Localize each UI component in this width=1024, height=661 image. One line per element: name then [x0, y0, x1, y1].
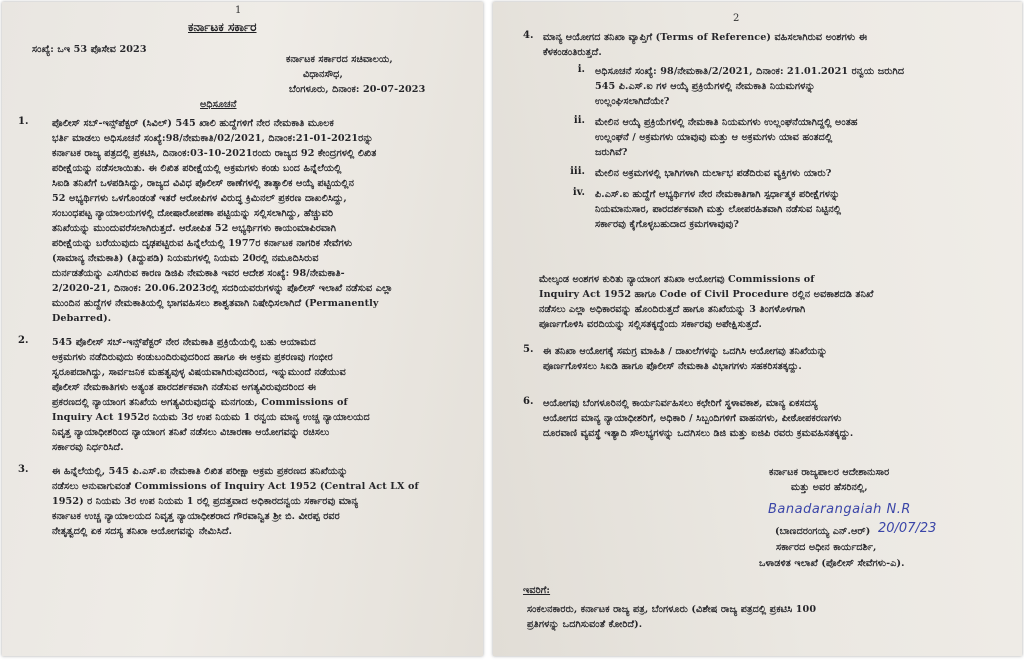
text-line: ಪ್ರತಿಗಳನ್ನು ಒದಗಿಸುವಂತೆ ಕೋರಿದೆ). [527, 619, 643, 630]
text-line: ಪೊಲೀಸ್ ಸಬ್-ಇನ್ಸ್‌ಪೆಕ್ಟರ್ (ಸಿವಿಲ್) 545 ಖಾಲಿ ಹುದ್ದೆಗಳಿಗೆ ನೇರ ನೇಮಕಾತಿ ಮೂಲಕ [52, 118, 334, 129]
text-line: 2/2020-21, ದಿನಾಂಕ: 20.06.2023ರಲ್ಲಿ ಸದರಿಯವರುಗಳನ್ನು ಪೊಲೀಸ್ ಇಲಾಖೆ ನಡೆಸುವ ಎಲ್ಲಾ [52, 283, 393, 294]
text-line: ಪರೀಕ್ಷೆಯನ್ನು ನಡೆಸಲಾಯಿತು. ಈ ಲಿಖಿತ ಪರೀಕ್ಷೆಯಲ್ಲಿ ಅಕ್ರಮಗಳು ಕಂಡು ಬಂದ ಹಿನ್ನೆಲೆಯಲ್ಲಿ [52, 163, 342, 174]
paragraph-number: 5. [523, 344, 534, 355]
document-heading: ಕರ್ನಾಟಕ ಸರ್ಕಾರ [188, 20, 257, 34]
text-line: ಸರ್ಕಾರವು ಕೈಗೊಳ್ಳಬಹುದಾದ ಕ್ರಮಗಳಾವುವು? [595, 219, 740, 230]
paragraph-3 [18, 464, 470, 539]
document-page-2 [493, 2, 1022, 656]
recipient-block [527, 602, 1007, 632]
notification-title: ಅಧಿಸೂಚನೆ [200, 99, 237, 110]
text-line: ಅಧಿಸೂಚನೆ ಸಂಖ್ಯೆ: 98/ನೇಮಕಾತಿ/2/2021, ದಿನಾಂಕ: 21.01.2021 ರನ್ವಯ ಜರುಗಿದ [595, 66, 905, 77]
signature-date: 20/07/23 [878, 521, 937, 536]
term-item [555, 64, 1005, 109]
text-line: ದೂರವಾಣಿ ವ್ಯವಸ್ಥೆ ಇತ್ಯಾದಿ ಸೌಲಭ್ಯಗಳನ್ನು ಒದಗಿಸಲು ಡಿಜಿ ಮತ್ತು ಐಜಿಪಿ ರವರು ಕ್ರಮವಹಿಸತಕ್ಕದ್ದು. [543, 428, 854, 439]
paragraph-continuation [539, 272, 1009, 332]
text-line: ಪ್ರಕರಣದಲ್ಲಿ ನ್ಯಾಯಾಂಗ ತನಿಖೆಯ ಅಗತ್ಯವಿರುವುದನ್ನು ಮನಗಂಡು, Commissions of [52, 397, 348, 408]
paragraph-1 [18, 116, 470, 326]
text-line: Debarred). [52, 313, 112, 324]
order-number: ಸಂಖ್ಯೆ: ಒಇ 53 ಪೊಸೇವ 2023 [32, 44, 147, 55]
text-line: ಸರ್ಕಾರವು ನಿರ್ಧರಿಸಿದೆ. [52, 442, 124, 453]
text-line: ಕರ್ನಾಟಕ ರಾಜ್ಯ ಪತ್ರದಲ್ಲಿ ಪ್ರಕಟಿಸಿ, ದಿನಾಂಕ:03-10-2021ರಂದು ರಾಜ್ಯದ 92 ಕೇಂದ್ರಗಳಲ್ಲಿ ಲಿಖಿತ [52, 148, 377, 159]
office-name: ಕರ್ನಾಟಕ ಸರ್ಕಾರದ ಸಚಿವಾಲಯ, [286, 54, 393, 65]
text-line: ಆಯೋಗದ ಮಾನ್ಯ ನ್ಯಾಯಾಧೀಶರಿಗೆ, ಅಧಿಕಾರಿ / ಸಿಬ್ಬಂದಿಗಳಿಗೆ ವಾಹನಗಳು, ಪೀಠೋಪಕರಣಗಳು [543, 413, 842, 424]
text-line: ಮೇಲಿನ ಅಕ್ರಮಗಳಲ್ಲಿ ಭಾಗಿಗಳಾಗಿ ದುರ್ಲಾಭ ಪಡೆದಿರುವ ವ್ಯಕ್ತಿಗಳು ಯಾರು? [595, 168, 832, 179]
term-item [555, 187, 1005, 232]
text-line: ಈ ಹಿನ್ನೆಲೆಯಲ್ಲಿ, 545 ಪಿ.ಎಸ್.ಐ ನೇಮಕಾತಿ ಲಿಖಿತ ಪರೀಕ್ಷಾ ಅಕ್ರಮ ಪ್ರಕರಣದ ತನಿಖೆಯನ್ನು [52, 466, 348, 477]
page-number: 2 [733, 13, 740, 24]
signatory-name: (ಬಾಣದರಂಗಯ್ಯ ಎನ್.ಆರ್) [775, 526, 871, 537]
paragraph-2 [18, 335, 470, 455]
text-line: ನಿಯಮಾನುಸಾರ, ಪಾರದರ್ಶಕವಾಗಿ ಮತ್ತು ಲೋಪರಹಿತವಾಗಿ ನಡೆಸುವ ನಿಟ್ಟಿನಲ್ಲಿ [595, 204, 842, 215]
term-item [555, 115, 1005, 160]
document-page-1 [2, 2, 483, 656]
by-order-line: ಕರ್ನಾಟಕ ರಾಜ್ಯಪಾಲರ ಆದೇಶಾನುಸಾರ [769, 467, 890, 478]
term-number: iii. [570, 166, 585, 177]
paragraph-number: 6. [523, 396, 534, 407]
text-line: Inquiry Act 1952ರ ನಿಯಮ 3ರ ಉಪ ನಿಯಮ 1 ರನ್ವಯ ಮಾನ್ಯ ಉಚ್ಚ ನ್ಯಾಯಾಲಯದ [52, 412, 370, 423]
text-line: Inquiry Act 1952 ಹಾಗೂ Code of Civil Procedure ರಲ್ಲಿನ ಅವಕಾಶದಡಿ ತನಿಖೆ [539, 289, 874, 300]
page-number: 1 [235, 5, 242, 16]
term-item [555, 166, 1005, 181]
paragraph-number: 3. [18, 464, 29, 475]
notification-body [18, 116, 470, 548]
text-line: ಆಯೋಗವು ಬೆಂಗಳೂರಿನಲ್ಲಿ ಕಾರ್ಯನಿರ್ವಹಿಸಲು ಕಛೇರಿಗೆ ಸ್ಥಳಾವಕಾಶ, ಮಾನ್ಯ ಏಕಸದಸ್ಯ [543, 398, 818, 409]
text-line: ನೇತೃತ್ವದಲ್ಲಿ ಏಕ ಸದಸ್ಯ ತನಿಖಾ ಆಯೋಗವನ್ನು ನೇಮಿಸಿದೆ. [52, 526, 233, 537]
text-line: ಮೇಲಿನ ಆಯ್ಕೆ ಪ್ರಕ್ರಿಯೆಗಳಲ್ಲಿ ನೇಮಕಾತಿ ನಿಯಮಗಳು ಉಲ್ಲಂಘನೆಯಾಗಿದ್ದಲ್ಲಿ ಅಂತಹ [595, 117, 858, 128]
text-line: ಕೆಳಕಂಡಂತಿರುತ್ತದೆ. [543, 47, 602, 58]
paragraph-number: 1. [18, 116, 29, 127]
text-line: ಮೇಲ್ಕಂಡ ಅಂಶಗಳ ಕುರಿತು ನ್ಯಾಯಾಂಗ ತನಿಖಾ ಆಯೋಗವು Commissions of [539, 274, 815, 285]
paragraph-number: 4. [523, 30, 534, 41]
text-line: ಸ್ವರೂಪದಾಗಿದ್ದು, ಸಾರ್ವಜನಿಕ ಮಹತ್ವವುಳ್ಳ ವಿಷಯವಾಗಿರುವುದರಿಂದ, ಇನ್ನುಮುಂದೆ ನಡೆಯುವ [52, 367, 346, 378]
text-line: ತನಿಖೆಯನ್ನು ಮುಂದುವರೆಸಲಾಗಿರುತ್ತದೆ. ಆರೋಪಿತ 52 ಅಭ್ಯರ್ಥಿಗಳು ಕಾಯಂಮಾಪಿರವಾಗಿ [52, 223, 337, 234]
text-line: ಈ ತನಿಖಾ ಆಯೋಗಕ್ಕೆ ಸಮಗ್ರ ಮಾಹಿತಿ / ದಾಖಲೆಗಳನ್ನು ಒದಗಿಸಿ ಆಯೋಗವು ತನಿಖೆಯನ್ನು [543, 346, 828, 357]
term-number: iv. [572, 187, 585, 198]
text-line: ಮಾನ್ಯ ಆಯೋಗದ ತನಿಖಾ ವ್ಯಾಪ್ತಿಗೆ (Terms of Reference) ವಹಿಸಲಾಗಿರುವ ಅಂಶಗಳು ಈ [543, 32, 868, 43]
text-line: ಉಲ್ಲಂಘಿಸಲಾಗಿದೆಯೇ? [595, 96, 670, 107]
text-line: ಪಿ.ಎಸ್.ಐ ಹುದ್ದೆಗೆ ಅಭ್ಯರ್ಥಿಗಳ ನೇರ ನೇಮಕಾತಿಗಾಗಿ ಸ್ಪರ್ಧಾತ್ಮಕ ಪರೀಕ್ಷೆಗಳನ್ನು [595, 189, 840, 200]
text-line: ಸಂಬಂಧಪಟ್ಟ ನ್ಯಾಯಾಲಯಗಳಲ್ಲಿ ದೋಷಾರೋಪಣಾ ಪಟ್ಟಿಯನ್ನು ಸಲ್ಲಿಸಲಾಗಿದ್ದು, ಹೆಚ್ಚುವರಿ [52, 208, 334, 219]
terms-of-reference [555, 64, 1005, 238]
signatory-department: ಒಳಾಡಳಿತ ಇಲಾಖೆ (ಪೊಲೀಸ್ ಸೇವೆಗಳು-ಎ). [759, 558, 905, 569]
text-line: ಪೂರ್ಣಗೊಳಿಸಿ ವರದಿಯನ್ನು ಸಲ್ಲಿಸತಕ್ಕದ್ದೆಂದು ಸರ್ಕಾರವು ಅಪೇಕ್ಷಿಸುತ್ತದೆ. [539, 319, 762, 330]
text-line: ನಡೆಸಲು ಅನುವಾಗುವಂತೆ Commissions of Inquiry Act 1952 (Central Act LX of [52, 481, 419, 492]
signatory-designation: ಸರ್ಕಾರದ ಅಧೀನ ಕಾರ್ಯದರ್ಶಿ, [776, 542, 877, 553]
text-line: ನಿವೃತ್ತ ನ್ಯಾಯಾಧೀಶರಿಂದ ನ್ಯಾಯಾಂಗ ತನಿಖೆ ನಡೆಸಲು ವಿಚಾರಣಾ ಆಯೋಗವನ್ನು ರಚಿಸಲು [52, 427, 330, 438]
handwritten-signature: Banadarangaiah N.R [768, 502, 911, 517]
text-line: ಸಂಕಲನಕಾರರು, ಕರ್ನಾಟಕ ರಾಜ್ಯ ಪತ್ರ, ಬೆಂಗಳೂರು (ವಿಶೇಷ ರಾಜ್ಯ ಪತ್ರದಲ್ಲಿ ಪ್ರಕಟಿಸಿ 100 [527, 604, 817, 615]
text-line: ಭರ್ತಿ ಮಾಡಲು ಅಧಿಸೂಚನೆ ಸಂಖ್ಯೆ:98/ನೇಮಕಾತಿ/02/2021, ದಿನಾಂಕ:21-01-2021ರನ್ನು [52, 133, 374, 144]
paragraph-6 [523, 396, 1009, 450]
text-line: ಪೊಲೀಸ್ ನೇಮಕಾತಿಗಳು ಅತ್ಯಂತ ಪಾರದರ್ಶಕವಾಗಿ ನಡೆಸುವ ಅಗತ್ಯವಿರುವುದರಿಂದ ಈ [52, 382, 317, 393]
text-line: ಪೂರ್ಣಗೊಳಿಸಲು ಸಿಐಡಿ ಹಾಗೂ ಪೊಲೀಸ್ ನೇಮಕಾತಿ ವಿಭಾಗಗಳು ಸಹಕರಿಸತಕ್ಕದ್ದು. [543, 361, 802, 372]
text-line: ಅಕ್ರಮಗಳು ನಡೆದಿರುವುದು ಕಂಡುಬಂದಿರುವುದರಿಂದ ಹಾಗೂ ಈ ಅಕ್ರಮ ಪ್ರಕರಣವು ಗಂಭೀರ [52, 352, 333, 363]
paragraph-5 [523, 344, 1009, 383]
paragraph-number: 2. [18, 335, 29, 346]
text-line: ಜರುಗಿವೆ? [595, 147, 628, 158]
place-date: ಬೆಂಗಳೂರು, ದಿನಾಂಕ: 20-07-2023 [289, 84, 426, 95]
text-line: ಮುಂದಿನ ಹುದ್ದೆಗಳ ನೇಮಕಾತಿಯಲ್ಲಿ ಭಾಗವಹಿಸಲು ಶಾಶ್ವತವಾಗಿ ನಿಷೇಧಿಸಲಾಗಿದೆ (Permanently [52, 298, 379, 309]
text-line: 545 ಪಿ.ಎಸ್.ಐ ಗಳ ಆಯ್ಕೆ ಪ್ರಕ್ರಿಯೆಗಳಲ್ಲಿ ನೇಮಕಾತಿ ನಿಯಮಗಳನ್ನು [595, 81, 816, 92]
term-number: ii. [573, 115, 585, 126]
text-line: ನಡೆಸಲು ಎಲ್ಲಾ ಅಧಿಕಾರವನ್ನು ಹೊಂದಿರುತ್ತದೆ ಹಾಗೂ ತನಿಖೆಯನ್ನು 3 ತಿಂಗಳೊಳಗಾಗಿ [539, 304, 806, 315]
text-line: ಸಿಐಡಿ ತನಿಖೆಗೆ ಒಳಪಡಿಸಿದ್ದು, ರಾಜ್ಯದ ವಿವಿಧ ಪೊಲೀಸ್ ಠಾಣೆಗಳಲ್ಲಿ ತಾತ್ಕಾಲಿಕ ಆಯ್ಕೆ ಪಟ್ಟಿಯಲ್ಲಿನ [52, 178, 355, 189]
text-line: ಕರ್ನಾಟಕ ಉಚ್ಚ ನ್ಯಾಯಾಲಯದ ನಿವೃತ್ತ ನ್ಯಾಯಾಧೀಶರಾದ ಗೌರವಾನ್ವಿತ ಶ್ರೀ ಬಿ. ವೀರಪ್ಪ ರವರ [52, 511, 340, 522]
text-line: ದುರ್ನಡತೆಯನ್ನು ಎಸಗಿರುವ ಕಾರಣ ಡಿಜಿಪಿ ನೇಮಕಾತಿ ಇವರ ಆದೇಶ ಸಂಖ್ಯೆ: 98/ನೇಮಕಾತಿ- [52, 268, 345, 279]
office-building: ವಿಧಾನಸೌಧ, [303, 69, 343, 80]
text-line: (ಸಾಮಾನ್ಯ ನೇಮಕಾತಿ) (ತಿದ್ದುಪಡಿ) ನಿಯಮಗಳಲ್ಲಿ ನಿಯಮ 20ರಲ್ಲಿ ನಮೂದಿಸಿರುವ [52, 253, 319, 264]
text-line: ಪರೀಕ್ಷೆಯನ್ನು ಬರೆಯುವುದು ದೃಢಪಟ್ಟಿರುವ ಹಿನ್ನೆಲೆಯಲ್ಲಿ 1977ರ ಕರ್ನಾಟಕ ನಾಗರಿಕ ಸೇವೆಗಳು [52, 238, 353, 249]
to-label: ಇವರಿಗೆ: [523, 585, 551, 596]
text-line: ಉಲ್ಲಂಘನೆ / ಅಕ್ರಮಗಳು ಯಾವುವು ಮತ್ತು ಆ ಅಕ್ರಮಗಳು ಯಾವ ಹಂತದಲ್ಲಿ [595, 132, 833, 143]
text-line: 545 ಪೊಲೀಸ್ ಸಬ್-ಇನ್ಸ್‌ಪೆಕ್ಟರ್ ನೇರ ನೇಮಕಾತಿ ಪ್ರಕ್ರಿಯೆಯಲ್ಲಿ ಬಹು ಆಯಾಮದ [52, 337, 316, 348]
text-line: 52 ಅಭ್ಯರ್ಥಿಗಳು ಒಳಗೊಂಡಂತೆ ಇತರೆ ಆರೋಪಿಗಳ ವಿರುದ್ಧ ಕ್ರಿಮಿನಲ್ ಪ್ರಕರಣ ದಾಖಲಿಸಿದ್ದು, [52, 193, 347, 204]
in-name-line: ಮತ್ತು ಅವರ ಹೆಸರಿನಲ್ಲಿ, [791, 482, 868, 493]
text-line: 1952) ರ ನಿಯಮ 3ರ ಉಪ ನಿಯಮ 1 ರಲ್ಲಿ ಪ್ರದತ್ತವಾದ ಅಧಿಕಾರದನ್ವಯ ಸರ್ಕಾರವು ಮಾನ್ಯ [52, 496, 359, 507]
term-number: i. [577, 64, 585, 75]
